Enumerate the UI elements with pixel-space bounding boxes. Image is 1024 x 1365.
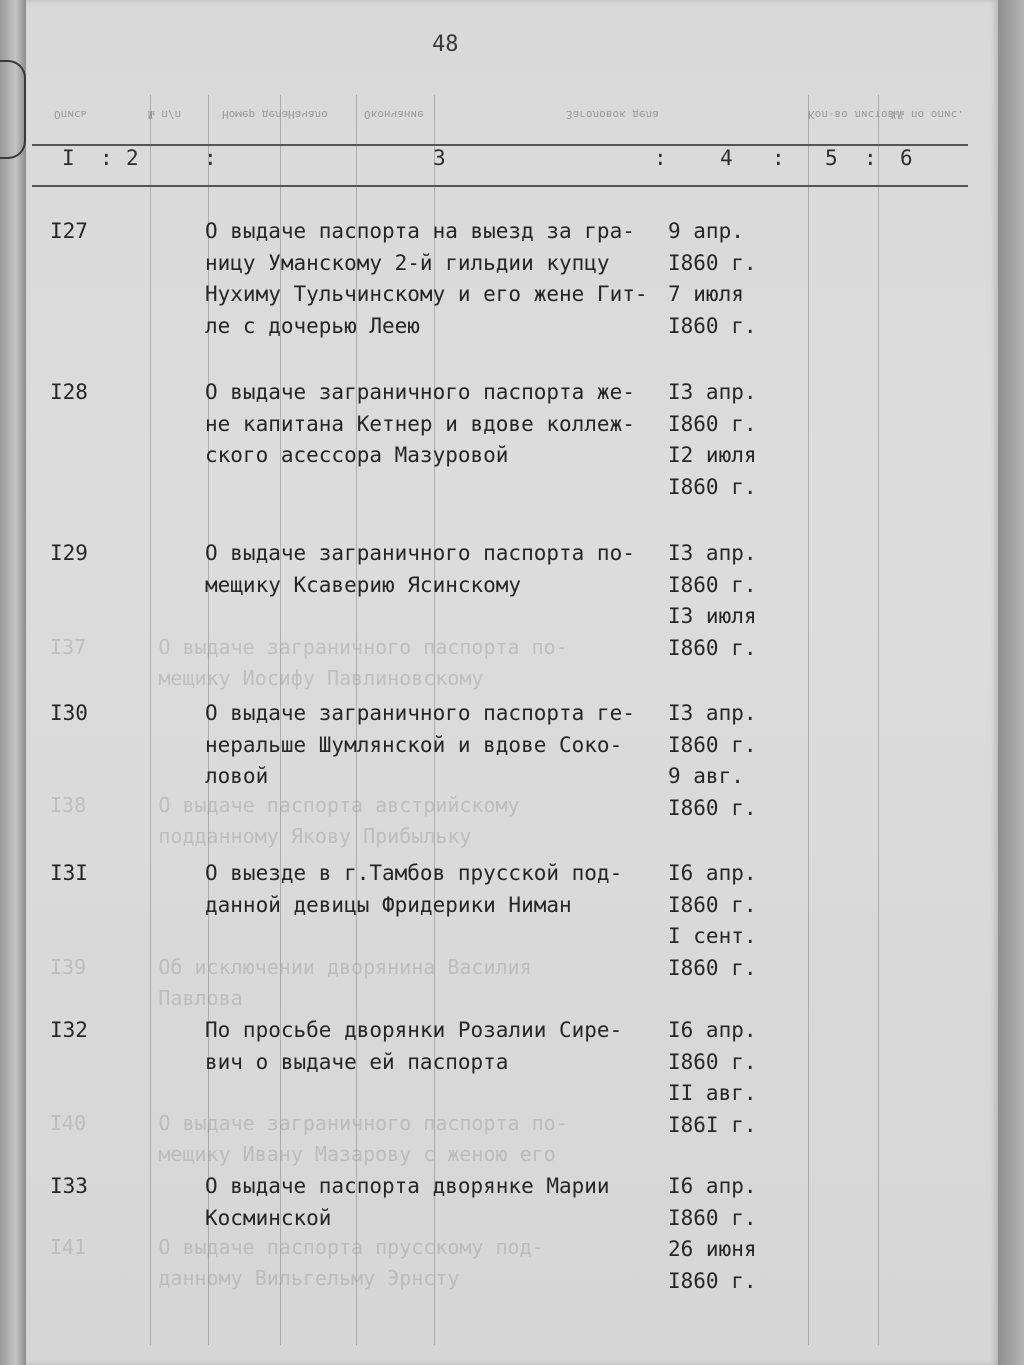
column-number: 4 bbox=[720, 146, 733, 170]
table-header-faint bbox=[36, 90, 966, 140]
entry-dates: I3 апр. I860 г. 9 авг. I860 г. bbox=[668, 701, 757, 820]
column-header: Окончание bbox=[364, 108, 424, 121]
column-number: I bbox=[62, 146, 75, 170]
binder-edge bbox=[0, 0, 26, 1365]
column-header: № п/п bbox=[148, 108, 182, 121]
entry-title: О выдаче заграничного паспорта по- мещику Ксаверию Ясинскому bbox=[205, 541, 635, 597]
list-item bbox=[0, 858, 1024, 988]
entry-number: I3I bbox=[50, 861, 88, 885]
page-edge-shadow bbox=[998, 0, 1024, 1365]
entry-number: I29 bbox=[50, 541, 88, 565]
column-separator: : bbox=[100, 146, 113, 170]
entry-number: I33 bbox=[50, 1174, 88, 1198]
entry-number: I28 bbox=[50, 380, 88, 404]
column-header: Номер дела bbox=[222, 108, 289, 121]
column-header: Заголовок дела bbox=[566, 108, 659, 121]
entry-dates: I6 апр. I860 г. II авг. I86I г. bbox=[668, 1018, 757, 1137]
list-item bbox=[0, 1171, 1024, 1301]
header-rule-bottom bbox=[32, 185, 968, 187]
entry-dates: I6 апр. I860 г. 26 июня I860 г. bbox=[668, 1174, 757, 1293]
column-number: 5 bbox=[825, 146, 838, 170]
page-number: 48 bbox=[432, 32, 459, 57]
column-separator: : bbox=[654, 146, 667, 170]
binder-tab bbox=[0, 60, 26, 159]
list-item bbox=[0, 216, 1024, 346]
bleed-through-text: I38 О выдаче паспорта австрийскому подданному Якову Прибыльку bbox=[50, 793, 520, 848]
column-separator: : bbox=[204, 146, 217, 170]
column-header: Начало bbox=[288, 108, 328, 121]
list-item bbox=[0, 538, 1024, 668]
entry-title: По просьбе дворянки Розалии Сире- вич о выдаче ей паспорта bbox=[205, 1018, 623, 1074]
column-header: Опись bbox=[54, 108, 88, 121]
column-header: №№ по опис. bbox=[891, 108, 964, 121]
entry-number: I30 bbox=[50, 701, 88, 725]
entry-dates: I3 апр. I860 г. I2 июля I860 г. bbox=[668, 380, 757, 499]
column-number: 2 bbox=[126, 146, 139, 170]
bleed-through-text: I41 О выдаче паспорта прусскому под- данному Вильгельму Эрнсту bbox=[50, 1235, 544, 1290]
column-number: 3 bbox=[433, 146, 446, 170]
bleed-through-text: I37 О выдаче заграничного паспорта по- мещику Иосифу Павлиновскому bbox=[50, 635, 568, 690]
column-separator: : bbox=[864, 146, 877, 170]
bleed-through-text: I40 О выдаче заграничного паспорта по- мещику Ивану Мазарову с женою его bbox=[50, 1111, 568, 1166]
entry-title: О выезде в г.Тамбов прусской под- данной девицы Фридерики Ниман bbox=[205, 861, 623, 917]
entry-dates: 9 апр. I860 г. 7 июля I860 г. bbox=[668, 219, 757, 338]
entry-title: О выдаче заграничного паспорта же- не капитана Кетнер и вдове коллеж- ского асессора Мазуровой bbox=[205, 380, 635, 467]
bleed-through-text: I39 Об исключении дворянина Василия Павлова bbox=[50, 955, 532, 1010]
list-item bbox=[0, 698, 1024, 828]
column-separator: : bbox=[772, 146, 785, 170]
list-item bbox=[0, 1015, 1024, 1145]
column-header: Кол-во листов bbox=[808, 108, 895, 121]
entry-number: I32 bbox=[50, 1018, 88, 1042]
column-number: 6 bbox=[900, 146, 913, 170]
entry-title: О выдаче паспорта дворянке Марии Косминской bbox=[205, 1174, 610, 1230]
list-item bbox=[0, 377, 1024, 507]
entry-number: I27 bbox=[50, 219, 88, 243]
entry-title: О выдаче паспорта на выезд за гра- ницу Уманскому 2-й гильдии купцу Нухиму Тульчинскому и его жене Гит- ле с дочерью Леею bbox=[205, 219, 648, 338]
entry-dates: I3 апр. I860 г. I3 июля I860 г. bbox=[668, 541, 757, 660]
entry-dates: I6 апр. I860 г. I сент. I860 г. bbox=[668, 861, 757, 980]
entry-title: О выдаче заграничного паспорта ге- неральше Шумлянской и вдове Соко- ловой bbox=[205, 701, 635, 788]
